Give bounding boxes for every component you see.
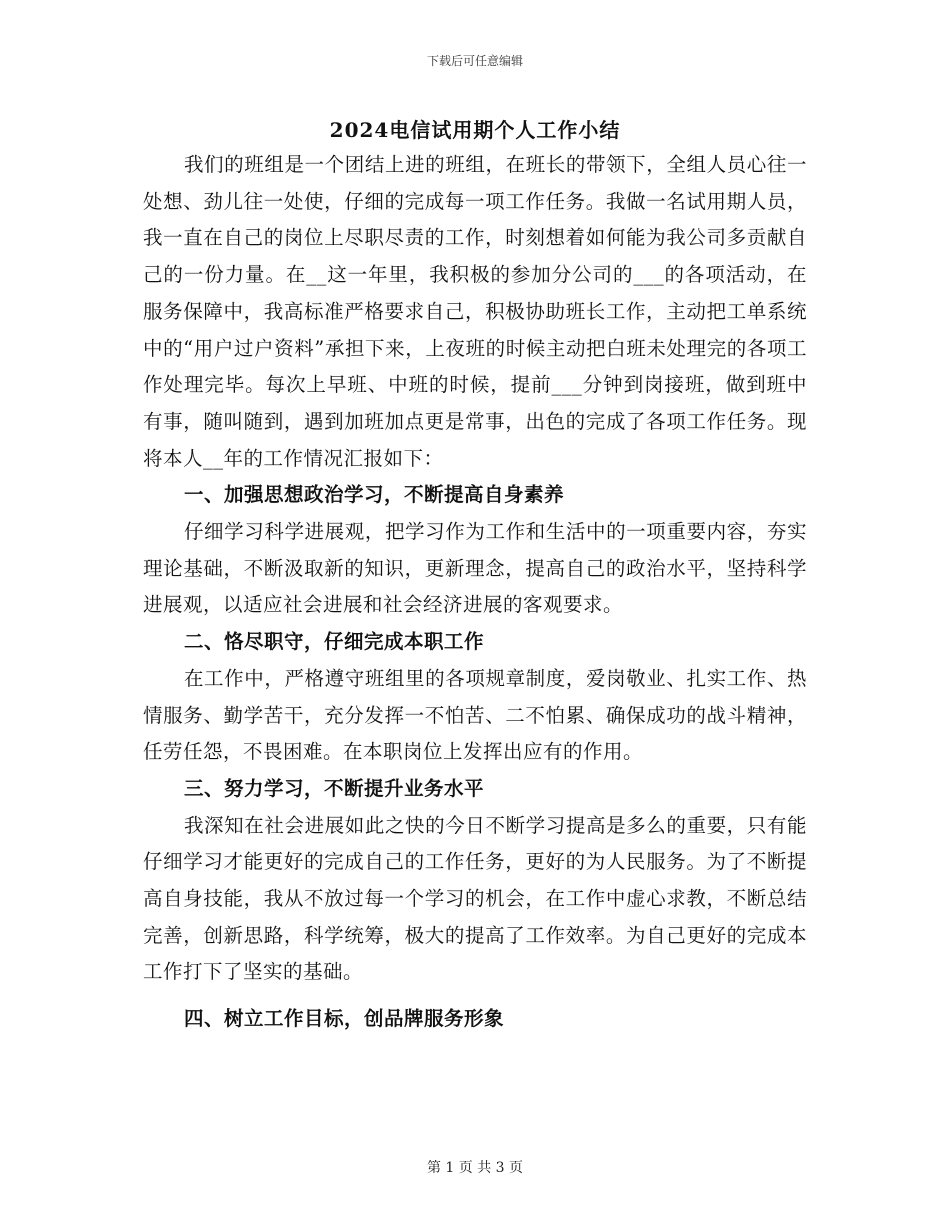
document-title: 2024电信试用期个人工作小结 [329,118,621,142]
section-paragraph-1: 仔细学习科学进展观，把学习作为工作和生活中的一项重要内容，夯实理论基础，不断汲取新的知识，更新理念，提高自己的政治水平，坚持科学进展观，以适应社会进展和社会经济进展的客观要求。 [143,520,807,617]
intro-paragraph: 我们的班组是一个团结上进的班组，在班长的带领下，全组人员心往一处想、劲儿往一处使，仔细的完成每一项工作任务。我做一名试用期人员，我一直在自己的岗位上尽职尽责的工作，时刻想着如何能为我公司多贡献自己的一份力量。在__这一年里，我积极的参加分公司的___的各项活动，在服务保障中，我高标准严格要求自己，积极协助班长工作，主动把工单系统中的“用户过户资料”承担下来，上夜班的时候主动把白班未处理完的各项工作处理完毕。每次上早班、中班的时候，提前___分钟到岗接班，做到班中有事，随叫随到，遇到加班加点更是常事，出色的完成了各项工作任务。现将本人__年的工作情况汇报如下： [143,153,807,470]
section-heading-3: 三、努力学习，不断提升业务水平 [183,776,484,800]
page-number: 第 1 页 共 3 页 [426,1160,524,1176]
section-paragraph-2: 在工作中，严格遵守班组里的各项规章制度，爱岗敬业、扎实工作、热情服务、勤学苦干，充分发挥一不怕苦、二不怕累、确保成功的战斗精神，任劳任怨，不畏困难。在本职岗位上发挥出应有的作用。 [143,666,807,764]
section-heading-1: 一、加强思想政治学习，不断提高自身素养 [183,483,564,507]
section-paragraph-3: 我深知在社会进展如此之快的今日不断学习提高是多么的重要，只有能仔细学习才能更好的完成自己的工作任务，更好的为人民服务。为了不断提高自身技能，我从不放过每一个学习的机会，在工作中虚心求教，不断总结完善，创新思路，科学统筹，极大的提高了工作效率。为自己更好的完成本工作打下了坚实的基础。 [143,813,807,984]
document-body [143,147,807,1038]
header-note: 下载后可任意编辑 [426,54,523,68]
section-heading-2: 二、恪尽职守，仔细完成本职工作 [183,630,484,654]
section-heading-4: 四、树立工作目标，创品牌服务形象 [183,1007,504,1031]
